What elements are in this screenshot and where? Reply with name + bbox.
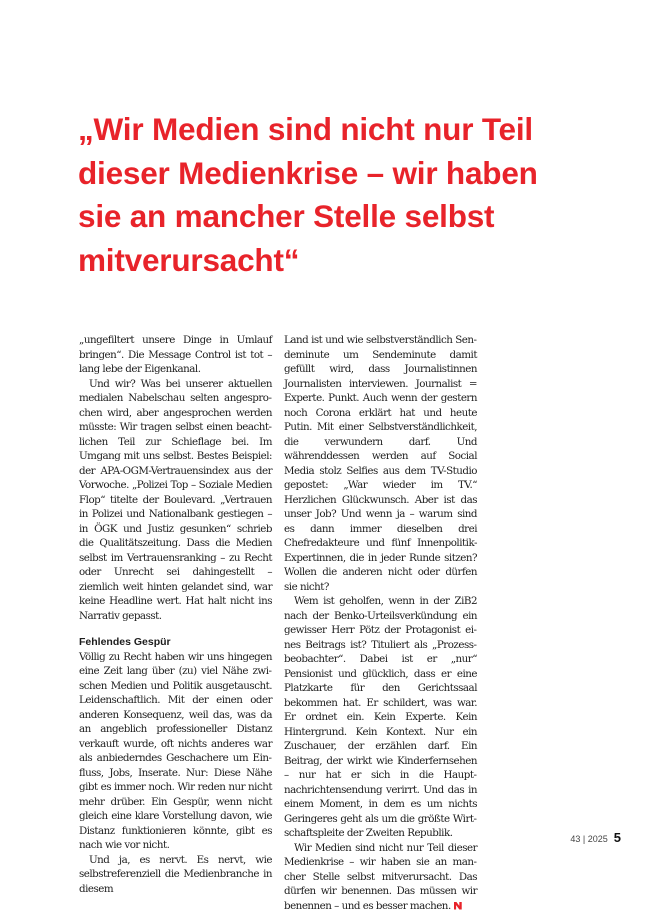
pull-quote-line: dieser Medienkrise – wir haben <box>78 152 598 196</box>
paragraph: Land ist und wie selbstverständlich Sendeminute um Sendeminute damit gefüllt wird, dass Journalistinnen Journalisten interviewen. Journalist = Experte. Punkt. Auch wenn der gestern noch Corona erklärt hat und heute Putin. Mit einer Selbstverständlichkeit, die verwundern darf. Und währenddessen werden auf Social Media stolz Selfies aus dem TV-Studio gepostet: „War wieder im TV.“ Herzlichen Glückwunsch. Aber ist das unser Job? Und wenn ja – warum sind es dann immer dieselben drei Chefredakteure und fünf Innenpolitik-Expertinnen, die in jeder Runde sitzen? Wollen die anderen nicht oder dürfen sie nicht? <box>284 333 477 594</box>
paragraph: Völlig zu Recht haben wir uns hingegen eine Zeit lang über (zu) viel Nähe zwischen Medien und Politik ausgetauscht. Leidenschaftlich. Mit der einen oder anderen Konsequenz, weil das, was da an angeblich professioneller Distanz verkauft wurde, oft nichts anderes war als anbiederndes Geschachere um Einfluss, Jobs, Inserate. Nur: Diese Nähe gibt es immer noch. Wir reden nur nicht mehr drüber. Ein Gespür, wenn nicht gleich eine klare Vorstellung davon, wie Distanz funktionieren könnte, gibt es nach wie vor nicht. <box>79 650 272 853</box>
issue-number: 43 | 2025 <box>570 834 607 844</box>
pull-quote-line: sie an mancher Stelle selbst <box>78 195 598 239</box>
paragraph: Wem ist geholfen, wenn in der ZiB2 nach der Benko-Urteilsverkündung ein gewisser Herr Pötz der Protagonist eines Beitrags ist? Tituliert als „Prozessbeobachter“. Dabei ist er „nur“ Pensionist und glücklich, dass er eine Platzkarte für den Gerichtssaal bekommen hat. Er schildert, was war. Er ordnet ein. Kein Experte. Kein Hintergrund. Kein Kontext. Nur ein Zuschauer, der erzählen darf. Ein Beitrag, der wirkt wie Kinderfernsehen – nur hat er sich in die Hauptnachrichtensendung verirrt. Und das in einem Moment, in dem es um nichts Geringeres geht als um die größte Wirtschaftspleite der Zweiten Republik. <box>284 594 477 841</box>
page-footer <box>570 830 621 845</box>
paragraph-text: Wir Medien sind nicht nur Teil dieser Medienkrise – wir haben sie an mancher Stelle selbst mitverursacht. Das dürfen wir benennen. Das müssen wir benennen – und es besser machen. <box>284 842 477 912</box>
paragraph: „ungefiltert unsere Dinge in Umlauf bringen“. Die Message Control ist tot – lang lebe der Eigenkanal. <box>79 333 272 377</box>
paragraph: Und ja, es nervt. Es nervt, wie selbstreferenziell die Medienbranche in diesem <box>79 853 272 897</box>
end-mark-icon <box>454 902 462 910</box>
paragraph: Und wir? Was bei unserer aktuellen medialen Nabelschau selten angesprochen wird, aber angesprochen werden müsste: Wir tragen selbst einen beachtlichen Teil zur Schieflage bei. Im Umgang mit uns selbst. Bestes Beispiel: der APA-OGM-Vertrauensindex aus der Vorwoche. „Polizei Top – Soziale Medien Flop“ titelte der Boulevard. „Vertrauen in Polizei und Nationalbank gestiegen – in ÖGK und Justiz gesunken“ schrieb die Qualitätszeitung. Dass die Medien selbst im Vertrauensranking – zu Recht oder Unrecht sei dahingestellt – ziemlich weit hinten gelandet sind, war keine Headline wert. Hat halt nicht ins Narrativ gepasst. <box>79 377 272 624</box>
page-number: 5 <box>614 830 621 845</box>
subheading: Fehlendes Gespür <box>79 635 272 650</box>
pull-quote <box>78 108 598 282</box>
article-column-right <box>284 333 477 913</box>
pull-quote-line: „Wir Medien sind nicht nur Teil <box>78 108 598 152</box>
pull-quote-line: mitverursacht“ <box>78 239 598 283</box>
article-column-left <box>79 333 272 896</box>
paragraph-final <box>284 841 477 913</box>
